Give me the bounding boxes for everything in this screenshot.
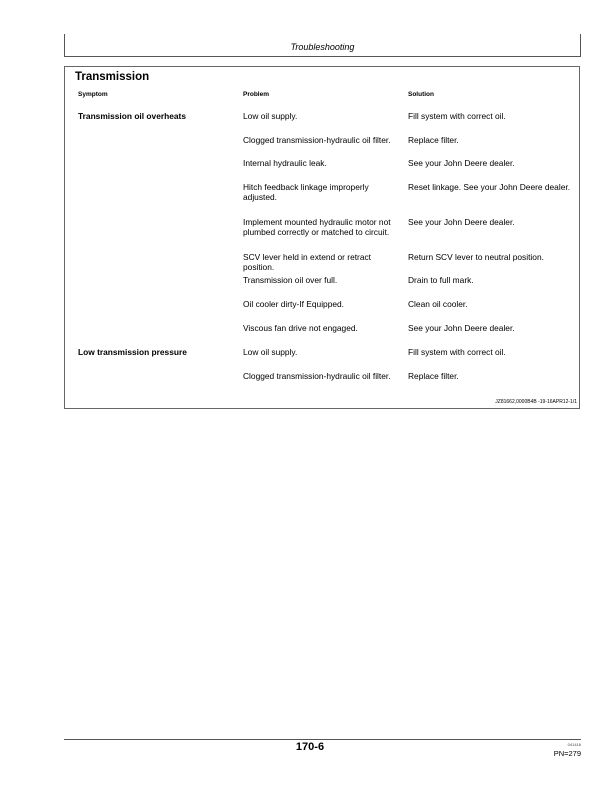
solution-cell: Fill system with correct oil. (408, 347, 506, 357)
problem-cell: SCV lever held in extend or retract position. (243, 252, 372, 272)
problem-cell: Low oil supply. (243, 347, 298, 357)
symptom-cell: Transmission oil overheats (78, 111, 186, 121)
solution-cell: Reset linkage. See your John Deere dealer. (408, 182, 571, 192)
solution-cell: Clean oil cooler. (408, 299, 468, 309)
problem-cell: Hitch feedback linkage improperly adjusted. (243, 182, 369, 202)
problem-cell: Internal hydraulic leak. (243, 158, 327, 168)
page-number: 170-6 (295, 741, 325, 753)
column-header-solution: Solution (408, 91, 434, 98)
solution-cell: See your John Deere dealer. (408, 158, 515, 168)
problem-cell: Implement mounted hydraulic motor not plumbed correctly or matched to circuit. (243, 217, 391, 237)
problem-cell: Viscous fan drive not engaged. (243, 323, 358, 333)
solution-cell: See your John Deere dealer. (408, 323, 515, 333)
column-header-problem: Problem (243, 91, 270, 98)
solution-cell: Return SCV lever to neutral position. (408, 252, 544, 262)
solution-cell: See your John Deere dealer. (408, 217, 515, 227)
header-rule (64, 56, 581, 57)
problem-cell: Clogged transmission-hydraulic oil filter. (243, 371, 391, 381)
footer-code: 041416 (567, 742, 581, 747)
footer-pn: PN=279 (553, 749, 581, 758)
symptom-cell: Low transmission pressure (78, 347, 187, 357)
section-title: Transmission (75, 71, 150, 83)
problem-cell: Clogged transmission-hydraulic oil filter. (243, 135, 391, 145)
solution-cell: Fill system with correct oil. (408, 111, 506, 121)
problem-cell: Transmission oil over full. (243, 275, 338, 285)
footer-rule (64, 739, 581, 740)
solution-cell: Replace filter. (408, 371, 459, 381)
column-header-symptom: Symptom (78, 91, 108, 98)
running-header: Troubleshooting (290, 42, 355, 52)
problem-cell: Oil cooler dirty-If Equipped. (243, 299, 345, 309)
problem-cell: Low oil supply. (243, 111, 298, 121)
solution-cell: Drain to full mark. (408, 275, 474, 285)
reference-code: JZ81662,0000B4B -19-16APR12-1/1 (495, 399, 577, 405)
solution-cell: Replace filter. (408, 135, 459, 145)
